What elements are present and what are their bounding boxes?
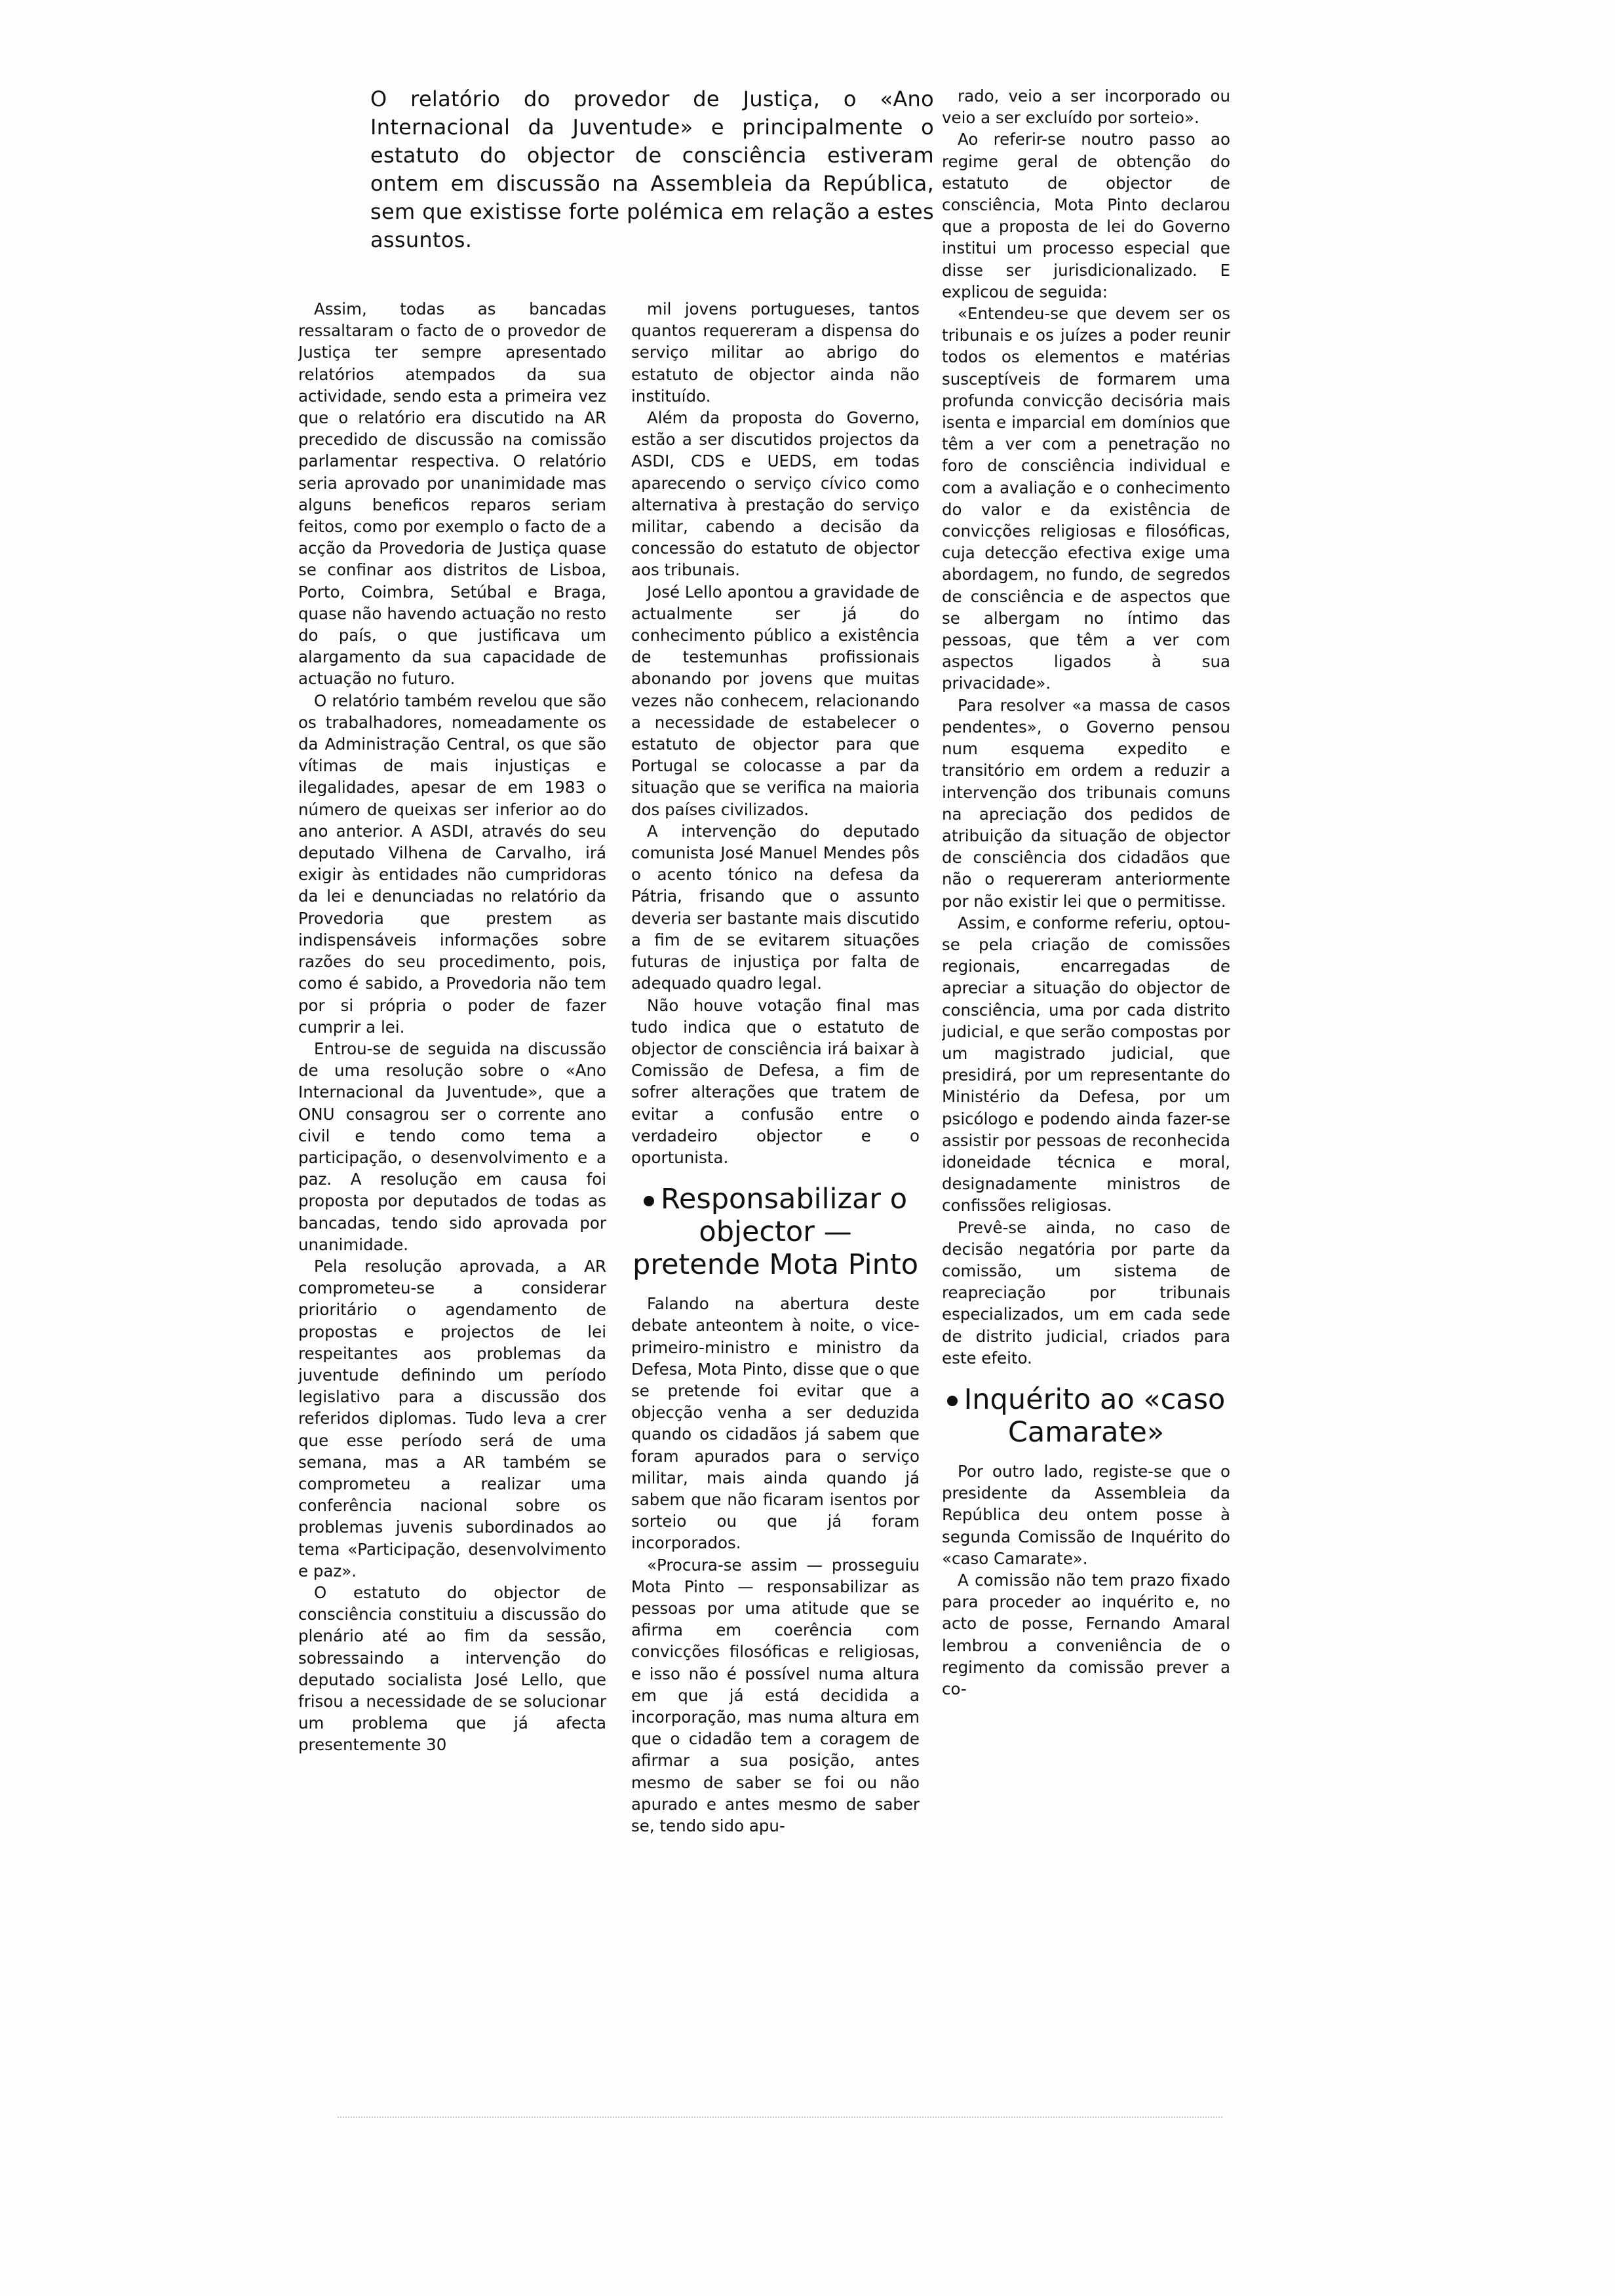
paragraph: Além da proposta do Governo, estão a ser discutidos projectos da ASDI, CDS e UEDS, em todas aparecendo o serviço cívico como alternativa à prestação do serviço militar, cabendo a decisão da concessão do estatuto de objector aos tribunais. xyxy=(631,408,920,580)
paragraph: Pela resolução aprovada, a AR comprometeu-se a considerar prioritário o agendamento de propostas e projectos de lei respeitantes aos problemas da juventude definindo um período legislativo para a discussão dos referidos diplomas. Tudo leva a crer que esse período será de uma semana, mas a AR também se comprometeu a realizar uma conferência nacional sobre os problemas juvenis subordinados ao tema «Participação, desenvolvimento e paz». xyxy=(298,1256,606,1580)
newspaper-clipping xyxy=(298,72,1249,2156)
paragraph: Para resolver «a massa de casos pendentes», o Governo pensou num esquema expedito e transitório em ordem a reduzir a intervenção dos tribunais comuns na apreciação dos pedidos de atribuição da situação de objector de consciência dos cidadãos que não o requereram anteriormente por não existir lei que o permitisse. xyxy=(942,695,1230,911)
paragraph: A intervenção do deputado comunista José Manuel Mendes pôs o acento tónico na defesa da Pátria, frisando que o assunto deveria ser bastante mais discutido a fim de se evitarem situações futuras de injustiça por falta de adequado quadro legal. xyxy=(631,821,920,993)
paragraph: Assim, e conforme referiu, optou-se pela criação de comissões regionais, encarregadas de apreciar a situação do objector de consciência, uma por cada distrito judicial, e que serão compostas por um magistrado judicial, que presidirá, por um representante do Ministério da Defesa, por um psicólogo e podendo ainda fazer-se assistir por pessoas de reconhecida idoneidade técnica e moral, designadamente ministros de confissões religiosas. xyxy=(942,913,1230,1215)
paragraph: Ao referir-se noutro passo ao regime geral de obtenção do estatuto de objector de consciência, Mota Pinto declarou que a proposta de lei do Governo institui um processo especial que disse ser jurisdicionalizado. E explicou de seguida: xyxy=(942,130,1230,301)
paragraph: José Lello apontou a gravidade de actualmente ser já do conhecimento público a existência de testemunhas profissionais abonando por jovens que muitas vezes não conhecem, relacionando a necessidade de estabelecer o estatuto de objector para que Portugal se colocasse a par da situação que se verifica na maioria dos países civilizados. xyxy=(631,582,920,819)
paragraph: «Entendeu-se que devem ser os tribunais e os juízes a poder reunir todos os elementos e matérias susceptíveis de formarem uma profunda convicção decisória mais isenta e imparcial em domínios que têm a ver com a penetração no foro de consciência individual e com a avaliação e o conhecimento do valor e da existência de convicções religiosas e filosóficas, cuja detecção efectiva exige uma abordagem, no fundo, de segredos de consciência e de aspectos que se albergam no íntimo das pessoas, que têm a ver com aspectos ligados à sua privacidade». xyxy=(942,304,1230,693)
subheading-inquerito xyxy=(942,1383,1230,1449)
subheading-text: Responsabilizar o objector — pretende Mota Pinto xyxy=(632,1183,919,1282)
paragraph: Falando na abertura deste debate anteontem à noite, o vice-primeiro-ministro e ministro da Defesa, Mota Pinto, disse que o que se pretende foi evitar que a objecção venha a ser deduzida quando os cidadãos já sabem que foram apurados para o serviço militar, mais ainda quando já sabem que não ficaram isentos por sorteio ou que já foram incorporados. xyxy=(631,1294,920,1553)
subheading-text: Inquérito ao «caso Camarate» xyxy=(963,1383,1226,1449)
column-2 xyxy=(631,298,920,2133)
lead-paragraph: O relatório do provedor de Justiça, o «Ano Internacional da Juventude» e principalmente o estatuto do objector de consciência estiveram ontem em discussão na Assembleia da República, sem que existisse forte polémica em relação a estes assuntos. xyxy=(370,86,934,252)
paragraph: Assim, todas as bancadas ressaltaram o facto de o provedor de Justiça ter sempre apresentado relatórios atempados da sua actividade, sendo esta a primeira vez que o relatório era discutido na AR precedido de discussão na comissão parlamentar respectiva. O relatório seria aprovado por unanimidade mas alguns beneficos reparos seriam feitos, como por exemplo o facto de a acção da Provedoria de Justiça quase se confinar aos distritos de Lisboa, Porto, Coimbra, Setúbal e Braga, quase não havendo actuação no resto do país, o que justificava um alargamento da sua capacidade de actuação no futuro. xyxy=(298,299,606,689)
bullet-icon xyxy=(947,1396,958,1406)
paragraph: mil jovens portugueses, tantos quantos requereram a dispensa do serviço militar ao abrigo do estatuto de objector ainda não instituído. xyxy=(631,299,920,406)
paragraph: Por outro lado, registe-se que o presidente da Assembleia da República deu ontem posse à segunda Comissão de Inquérito do «caso Camarate». xyxy=(942,1461,1230,1568)
paragraph: «Procura-se assim — prosseguiu Mota Pinto — responsabilizar as pessoas por uma atitude que se afirma em coerência com convicções filosóficas e religiosas, e isso não é possível numa altura em que já está decidida a incorporação, mas numa altura em que o cidadão tem a coragem de afirmar a sua posição, antes mesmo de saber se foi ou não apurado e antes mesmo de saber se, tendo sido apu- xyxy=(631,1555,920,1835)
paragraph: rado, veio a ser incorporado ou veio a ser excluído por sorteio». xyxy=(942,86,1230,128)
paragraph: O relatório também revelou que são os trabalhadores, nomeadamente os da Administração Central, os que são vítimas de mais injustiças e ilegalidades, apesar de em 1983 o número de queixas ser inferior ao do ano anterior. A ASDI, através do seu deputado Vilhena de Carvalho, irá exigir às entidades não cumpridoras da lei e denunciadas no relatório da Provedoria que prestem as indispensáveis informações sobre razões do seu procedimento, pois, como é sabido, a Provedoria não tem por si própria o poder de fazer cumprir a lei. xyxy=(298,691,606,1037)
paragraph: Prevê-se ainda, no caso de decisão negatória por parte da comissão, um sistema de reapreciação por tribunais especializados, um em cada sede de distrito judicial, criados para este efeito. xyxy=(942,1217,1230,1368)
subheading-responsabilizar xyxy=(631,1183,920,1281)
paragraph: Não houve votação final mas tudo indica que o estatuto de objector de consciência irá baixar à Comissão de Defesa, a fim de sofrer alterações que tratem de evitar a confusão entre o verdadeiro objector e o oportunista. xyxy=(631,995,920,1167)
column-1 xyxy=(298,298,606,2133)
paragraph: A comissão não tem prazo fixado para proceder ao inquérito e, no acto de posse, Fernando Amaral lembrou a conveniência de o regimento da comissão prever a co- xyxy=(942,1571,1230,1699)
column-3 xyxy=(942,85,1230,2116)
paragraph: Entrou-se de seguida na discussão de uma resolução sobre o «Ano Internacional da Juventude», que a ONU consagrou ser o corrente ano civil e tendo como tema a participação, o desenvolvimento e a paz. A resolução em causa foi proposta por deputados de todas as bancadas, tendo sido aprovada por unanimidade. xyxy=(298,1039,606,1254)
paragraph: O estatuto do objector de consciência constituiu a discussão do plenário até ao fim da sessão, sobressaindo a intervenção do deputado socialista José Lello, que frisou a necessidade de se solucionar um problema que já afecta presentemente 30 xyxy=(298,1582,606,1755)
bullet-icon xyxy=(644,1196,654,1206)
scan-noise xyxy=(338,2116,1222,2122)
